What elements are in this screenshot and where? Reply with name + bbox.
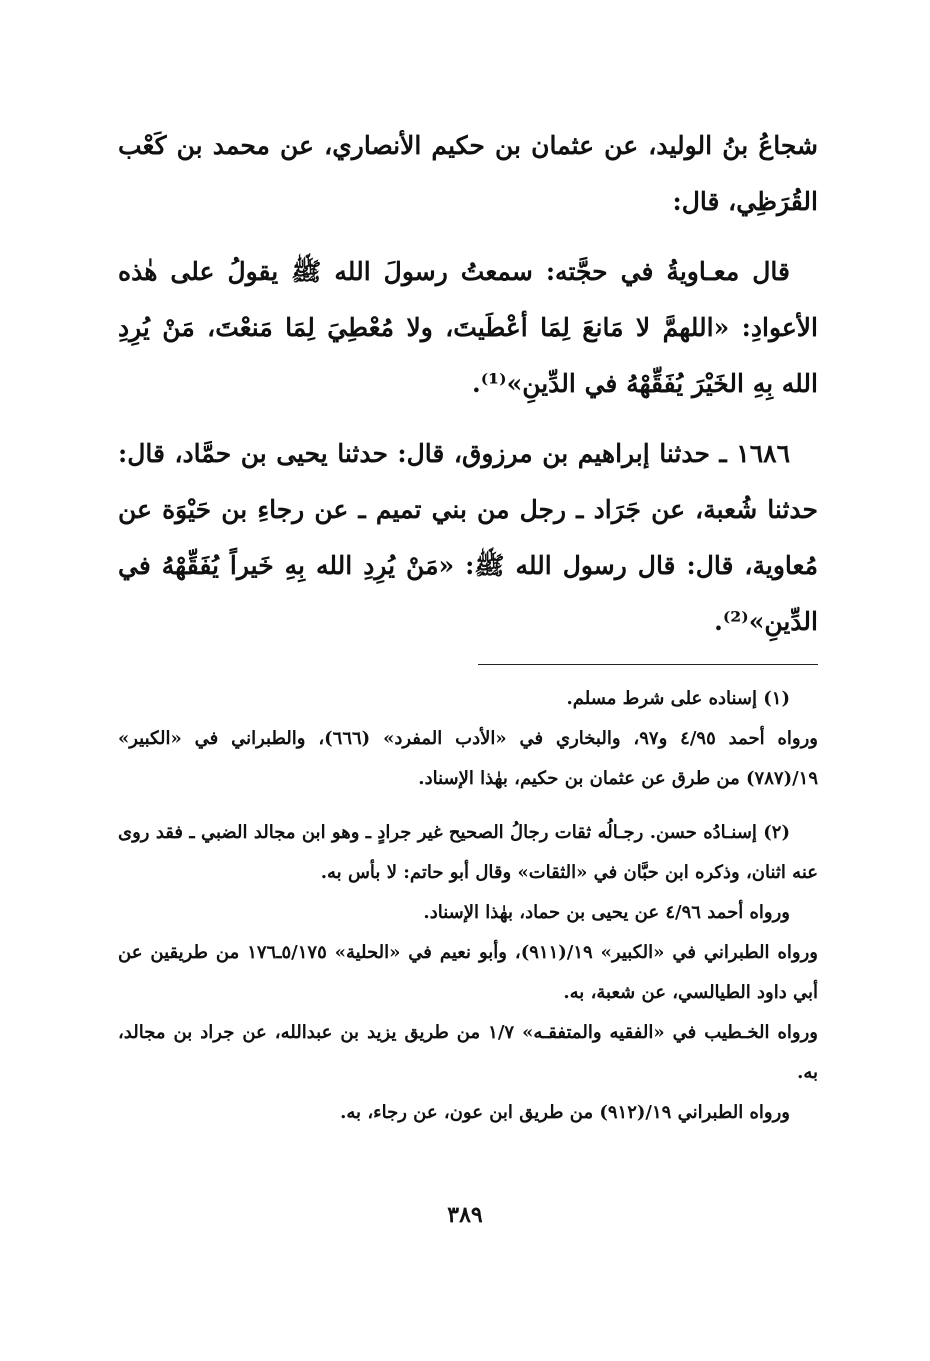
page-body bbox=[118, 118, 818, 1147]
main-paragraph-1: شجاعُ بنُ الوليد، عن عثمان بن حكيم الأنصاري، عن محمد بن كَعْب القُرَظِي، قال: bbox=[118, 131, 818, 216]
footnote-separator bbox=[478, 664, 818, 665]
footnote-2 bbox=[118, 813, 818, 1133]
hadith-1686-paragraph: ١٦٨٦ ـ حدثنا إبراهيم بن مرزوق، قال: حدثنا يحيى بن حمَّاد، قال: حدثنا شُعبة، عن جَرَاد ـ رجل من بني تميم ـ عن رجاءِ بن حَيْوَة عن مُعاوية، قال: قال رسول الله ﷺ: «مَنْ يُرِدِ الله بِهِ خَيراً يُفَقِّهْهُ في الدِّينِ»⁽²⁾. bbox=[118, 439, 818, 636]
page-number: ٣٨٩ bbox=[447, 1202, 483, 1228]
footnote-2-line: ورواه الطبراني ١٩/(٩١٢) من طريق ابن عون، عن رجاء، به. bbox=[340, 1102, 790, 1123]
footnote-1 bbox=[118, 679, 818, 799]
footnote-2-line: ورواه أحمد ٤/٩٦ عن يحيى بن حماد، بهٰذا الإسناد. bbox=[423, 902, 790, 923]
footnote-1-line: (١) إسناده على شرط مسلم. bbox=[566, 688, 790, 709]
footnotes bbox=[118, 679, 818, 1133]
main-text bbox=[118, 118, 818, 650]
footnote-1-line: ورواه أحمد ٤/٩٥ و٩٧، والبخاري في «الأدب المفرد» (٦٦٦)، والطبراني في «الكبير» ١٩/(٧٨٧) من طرق عن عثمان بن حكيم، بهٰذا الإسناد. bbox=[118, 728, 819, 789]
footnote-2-line: ورواه الطبراني في «الكبير» ١٩/(٩١١)، وأبو نعيم في «الحلية» ٥/١٧٥ـ١٧٦ من طريقين عن أبي داود الطيالسي، عن شعبة، به. bbox=[118, 942, 818, 1003]
main-paragraph-2: قال معـاويةُ في حجَّته: سمعتُ رسولَ الله ﷺ يقولُ على هٰذه الأعوادِ: «اللهمَّ لا مَانعَ لِمَا أعْطَيتَ، ولا مُعْطِيَ لِمَا مَنعْتَ، مَنْ يُرِدِ الله بِهِ الخَيْرَ يُفَقِّهْهُ في الدِّينِ»⁽¹⁾. bbox=[118, 257, 818, 398]
footnote-2-line: ورواه الخـطيب في «الفقيه والمتفقـه» ١/٧ من طريق يزيد بن عبدالله، عن جراد بن مجالد، به. bbox=[118, 1022, 818, 1083]
footnote-2-line: (٢) إسنـادُه حسن. رجـالُه ثقات رجالُ الصحيح غير جرادٍ ـ وهو ابن مجالد الضبي ـ فقد روى عنه اثنان، وذكره ابن حبَّان في «الثقات» وقال أبو حاتم: لا بأس به. bbox=[118, 822, 818, 883]
